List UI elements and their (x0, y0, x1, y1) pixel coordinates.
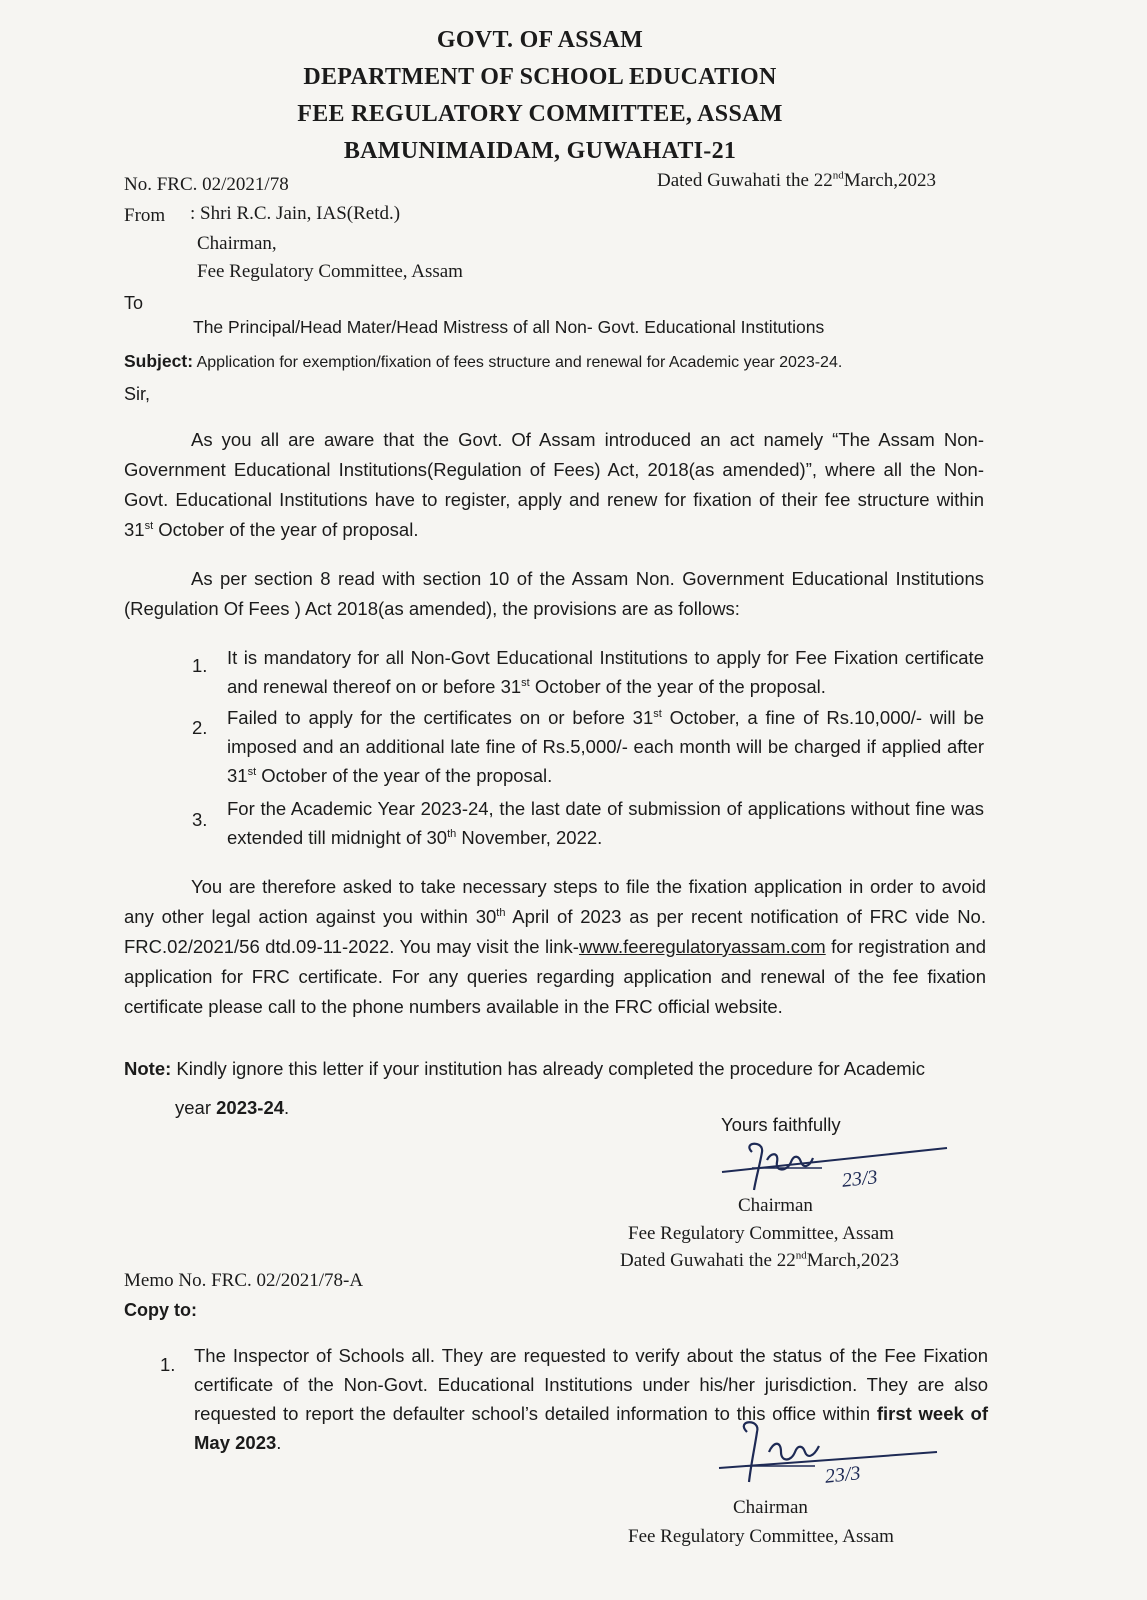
header-department: DEPARTMENT OF SCHOOL EDUCATION (303, 64, 777, 90)
paragraph-act-intro: As you all are aware that the Govt. Of Assam introduced an act namely “The Assam Non-Government Educational Institutions(Regulation of Fees) Act, 2018(as amended)”, where all the Non-Govt. Educational Institutions have to register, apply and renew for fixation of their fee structure within 31st October of the year of proposal. (124, 429, 984, 540)
provision-1-number: 1. (192, 655, 208, 676)
to-label: To (124, 293, 144, 313)
header-committee: FEE REGULATORY COMMITTEE, ASSAM (297, 101, 783, 127)
closing: Yours faithfully (721, 1114, 841, 1135)
note: Note: Kindly ignore this letter if your institution has already completed the procedure for Academic (124, 1058, 926, 1079)
signature-2-date: 23/3 (823, 1462, 862, 1488)
copy-item-1-number: 1. (160, 1354, 176, 1375)
reference-number: No. FRC. 02/2021/78 (124, 174, 289, 195)
header-govt: GOVT. OF ASSAM (436, 27, 644, 53)
subject-line (124, 351, 842, 372)
provision-3: For the Academic Year 2023-24, the last date of submission of applications without fine was extended till midnight of 30th November, 2022. (227, 798, 984, 848)
subject-label: Subject: (124, 351, 194, 371)
to-recipient: The Principal/Head Mater/Head Mistress of all Non- Govt. Educational Institutions (193, 317, 825, 337)
provision-3-number: 3. (192, 809, 208, 830)
paragraph-instructions: You are therefore asked to take necessary steps to file the fixation application in order to avoid any other legal action against you within 30th April of 2023 as per recent notification of FRC vide No. FRC.02/2021/56 dtd.09-11-2022. You may visit the link-www.feeregulatoryassam.com for registration and application for FRC certificate. For any queries regarding application and renewal of the fee fixation certificate please call to the phone numbers available in the FRC official website. (124, 876, 986, 1017)
signatory-title: Chairman (738, 1195, 813, 1216)
provision-1: It is mandatory for all Non-Govt Educational Institutions to apply for Fee Fixation certificate and renewal thereof on or before 31st October of the year of the proposal. (227, 647, 984, 697)
signatory-office: Fee Regulatory Committee, Assam (628, 1223, 894, 1244)
signatory-2-office: Fee Regulatory Committee, Assam (628, 1526, 894, 1547)
memo-number: Memo No. FRC. 02/2021/78-A (124, 1270, 364, 1291)
salutation: Sir, (124, 384, 151, 404)
signature-2 (705, 1416, 955, 1496)
provision-2: Failed to apply for the certificates on or before 31st October, a fine of Rs.10,000/- will be imposed and an additional late fine of Rs.5,000/- each month will be charged if applied after 31st October of the year of the proposal. (227, 707, 984, 786)
provision-2-number: 2. (192, 717, 208, 738)
signatory-2-title: Chairman (733, 1497, 808, 1518)
from-label: From (124, 205, 166, 226)
copy-item-1: The Inspector of Schools all. They are requested to verify about the status of the Fee Fixation certificate of the Non-Govt. Educational Institutions under his/her jurisdiction. They are also requested to report the defaulter school’s detailed information to this office within first week of May 2023. (194, 1345, 988, 1453)
copy-to-label: Copy to: (124, 1300, 197, 1320)
note-year: year 2023-24. (175, 1097, 290, 1118)
signature-1 (712, 1138, 962, 1198)
from-designation: Chairman, (197, 233, 277, 254)
website-link[interactable]: www.feeregulatoryassam.com (578, 936, 826, 957)
subject-text: Application for exemption/fixation of fees structure and renewal for Academic year 2023-24. (193, 354, 843, 371)
from-office: Fee Regulatory Committee, Assam (197, 261, 463, 282)
signature-1-date: 23/3 (840, 1166, 879, 1192)
note-label: Note: (124, 1058, 172, 1079)
paragraph-provisions-intro: As per section 8 read with section 10 of the Assam Non. Government Educational Institutions (Regulation Of Fees ) Act 2018(as amended), the provisions are as follows: (124, 568, 984, 619)
header-address: BAMUNIMAIDAM, GUWAHATI-21 (343, 138, 737, 164)
signatory-date: Dated Guwahati the 22ndMarch,2023 (620, 1249, 900, 1271)
letter-date: Dated Guwahati the 22ndMarch,2023 (657, 169, 937, 191)
from-name: : Shri R.C. Jain, IAS(Retd.) (190, 203, 401, 224)
letterhead (0, 22, 1080, 170)
